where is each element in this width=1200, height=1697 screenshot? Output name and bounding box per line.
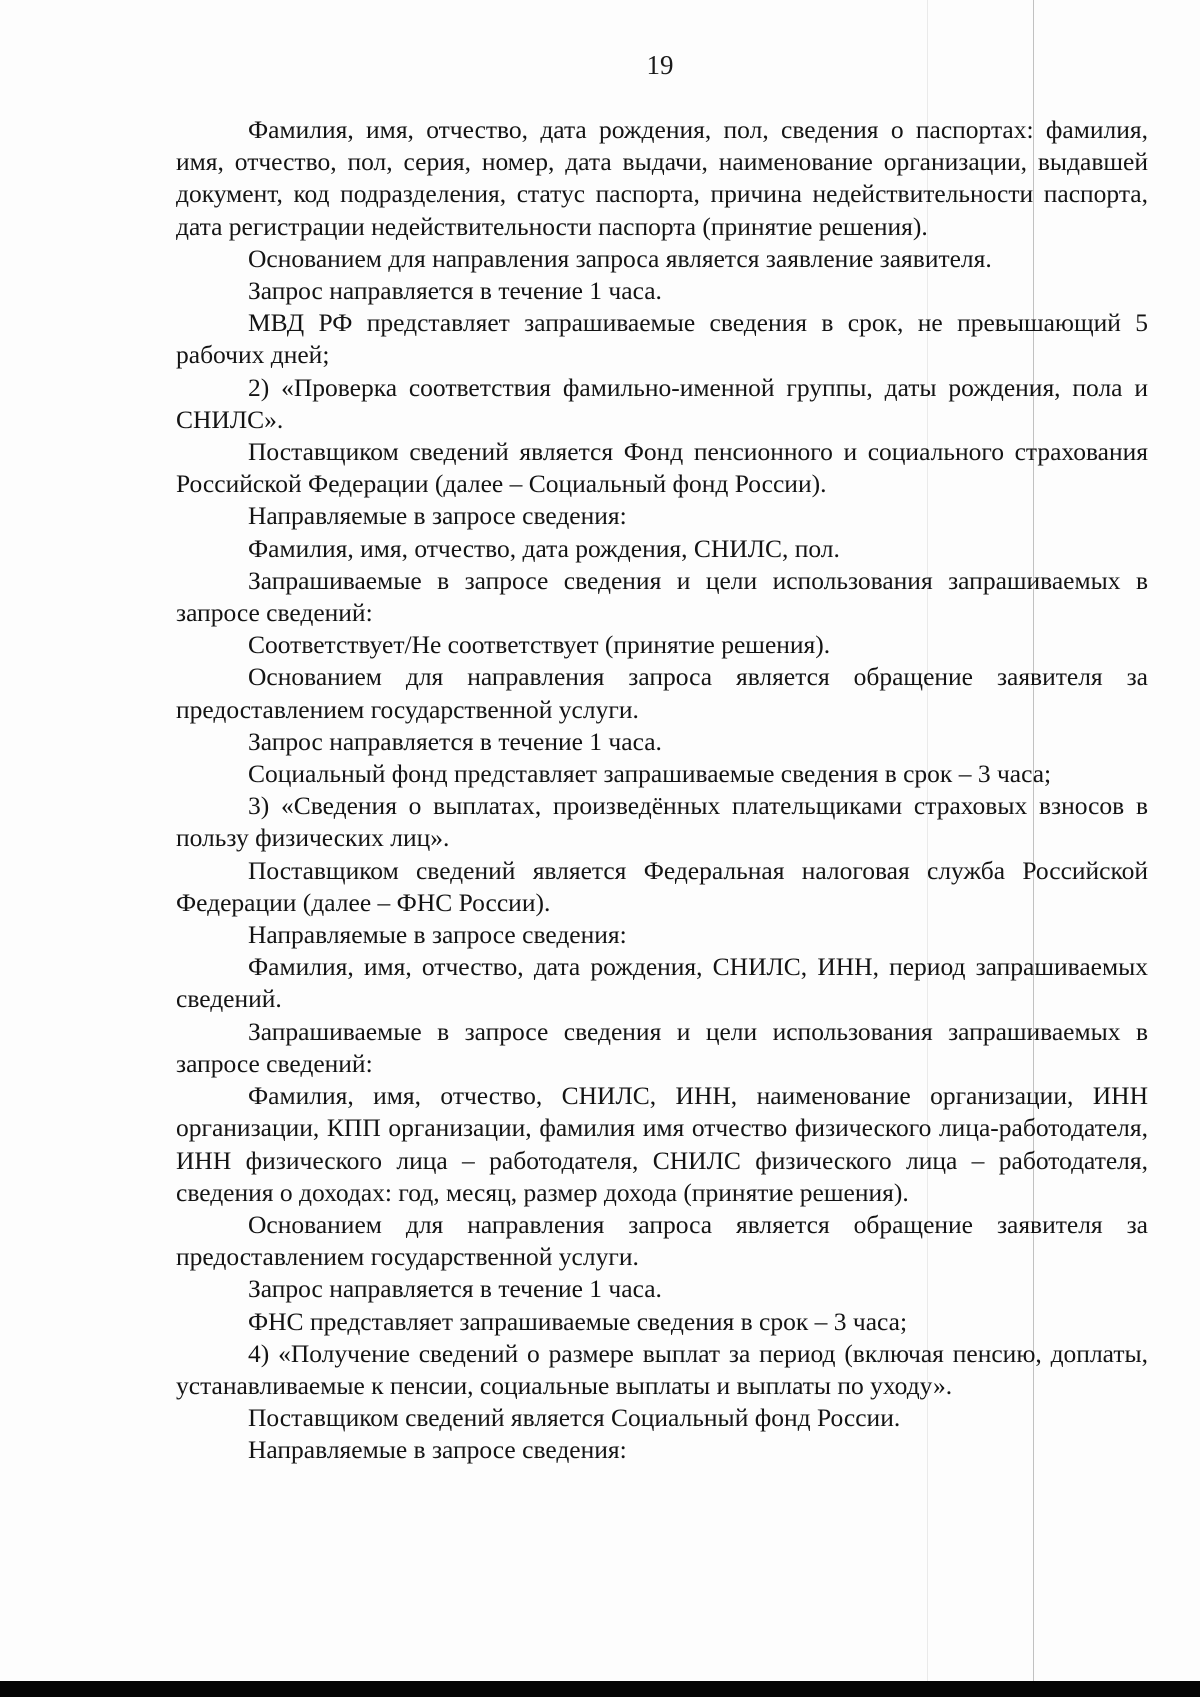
paragraph-match-result: Соответствует/Не соответствует (принятие решения). (248, 630, 831, 660)
paragraph-sent-data-fields: Фамилия, имя, отчество, дата рождения, СНИЛС, пол. (248, 533, 840, 563)
paragraph-request-time: Запрос направляется в течение 1 часа. (248, 276, 662, 306)
paragraph-mvd-deadline: МВД РФ представляет запрашиваемые сведения в срок, не превышающий 5 рабочих дней; (176, 308, 1148, 370)
scan-bottom-edge (0, 1681, 1200, 1697)
paragraph-sent-data-heading: Направляемые в запросе сведения: (248, 501, 627, 531)
paragraph-provider-sfr: Поставщиком сведений является Фонд пенсионного и социального страхования Российской Федерации (далее – Социальный фонд России). (176, 437, 1148, 499)
paragraph-request-time: Запрос направляется в течение 1 часа. (248, 1274, 662, 1304)
paragraph-fns-deadline: ФНС представляет запрашиваемые сведения в срок – 3 часа; (248, 1306, 908, 1336)
paragraph-requested-data-heading: Запрашиваемые в запросе сведения и цели использования запрашиваемых в запросе сведений: (176, 565, 1148, 628)
paragraph-basis-application: Основанием для направления запроса является заявление заявителя. (248, 243, 992, 273)
page-number: 19 (646, 50, 674, 80)
paragraph-provider-sfr-short: Поставщиком сведений является Социальный фонд России. (248, 1403, 901, 1433)
paragraph-sent-data-fields: Фамилия, имя, отчество, дата рождения, СНИЛС, ИНН, период запрашиваемых сведений. (176, 952, 1148, 1014)
paragraph-requested-data-heading: Запрашиваемые в запросе сведения и цели использования запрашиваемых в запросе сведений: (176, 1016, 1148, 1078)
paragraph-provider-fns: Поставщиком сведений является Федеральная налоговая служба Российской Федерации (далее – ФНС России). (176, 855, 1148, 917)
paragraph-passport-fields: Фамилия, имя, отчество, дата рождения, пол, сведения о паспортах: фамилия, имя, отчество, пол, серия, номер, дата выдачи, наименование организации, выдавшей документ, код подразделения, статус паспорта, причина недействительности паспорта, дата регистрации недействительности паспорта (принятие решения). (176, 115, 1148, 241)
paragraph-basis-request: Основанием для направления запроса является обращение заявителя за предоставлением государственной услуги. (176, 662, 1148, 724)
paragraph-item-3-title: 3) «Сведения о выплатах, произведённых плательщиками страховых взносов в пользу физических лиц». (176, 791, 1148, 853)
paragraph-requested-data-fields: Фамилия, имя, отчество, СНИЛС, ИНН, наименование организации, ИНН организации, КПП организации, фамилия имя отчество физического лица-работодателя, ИНН физического лица – работодателя, СНИЛС физического лица – работодателя, сведения о доходах: год, месяц, размер дохода (принятие решения). (176, 1081, 1148, 1207)
paragraph-sent-data-heading: Направляемые в запросе сведения: (248, 1435, 627, 1465)
paragraph-request-time: Запрос направляется в течение 1 часа. (248, 726, 662, 756)
paragraph-item-4-title: 4) «Получение сведений о размере выплат за период (включая пенсию, доплаты, устанавливаемые к пенсии, социальные выплаты и выплаты по уходу». (176, 1338, 1148, 1400)
paragraph-sent-data-heading: Направляемые в запросе сведения: (248, 920, 627, 950)
document-body (176, 114, 1148, 1467)
paragraph-item-2-title: 2) «Проверка соответствия фамильно-именной группы, даты рождения, пола и СНИЛС». (176, 372, 1148, 434)
paragraph-sfr-deadline: Социальный фонд представляет запрашиваемые сведения в срок – 3 часа; (248, 759, 1052, 789)
paragraph-basis-request: Основанием для направления запроса является обращение заявителя за предоставлением государственной услуги. (176, 1209, 1148, 1272)
